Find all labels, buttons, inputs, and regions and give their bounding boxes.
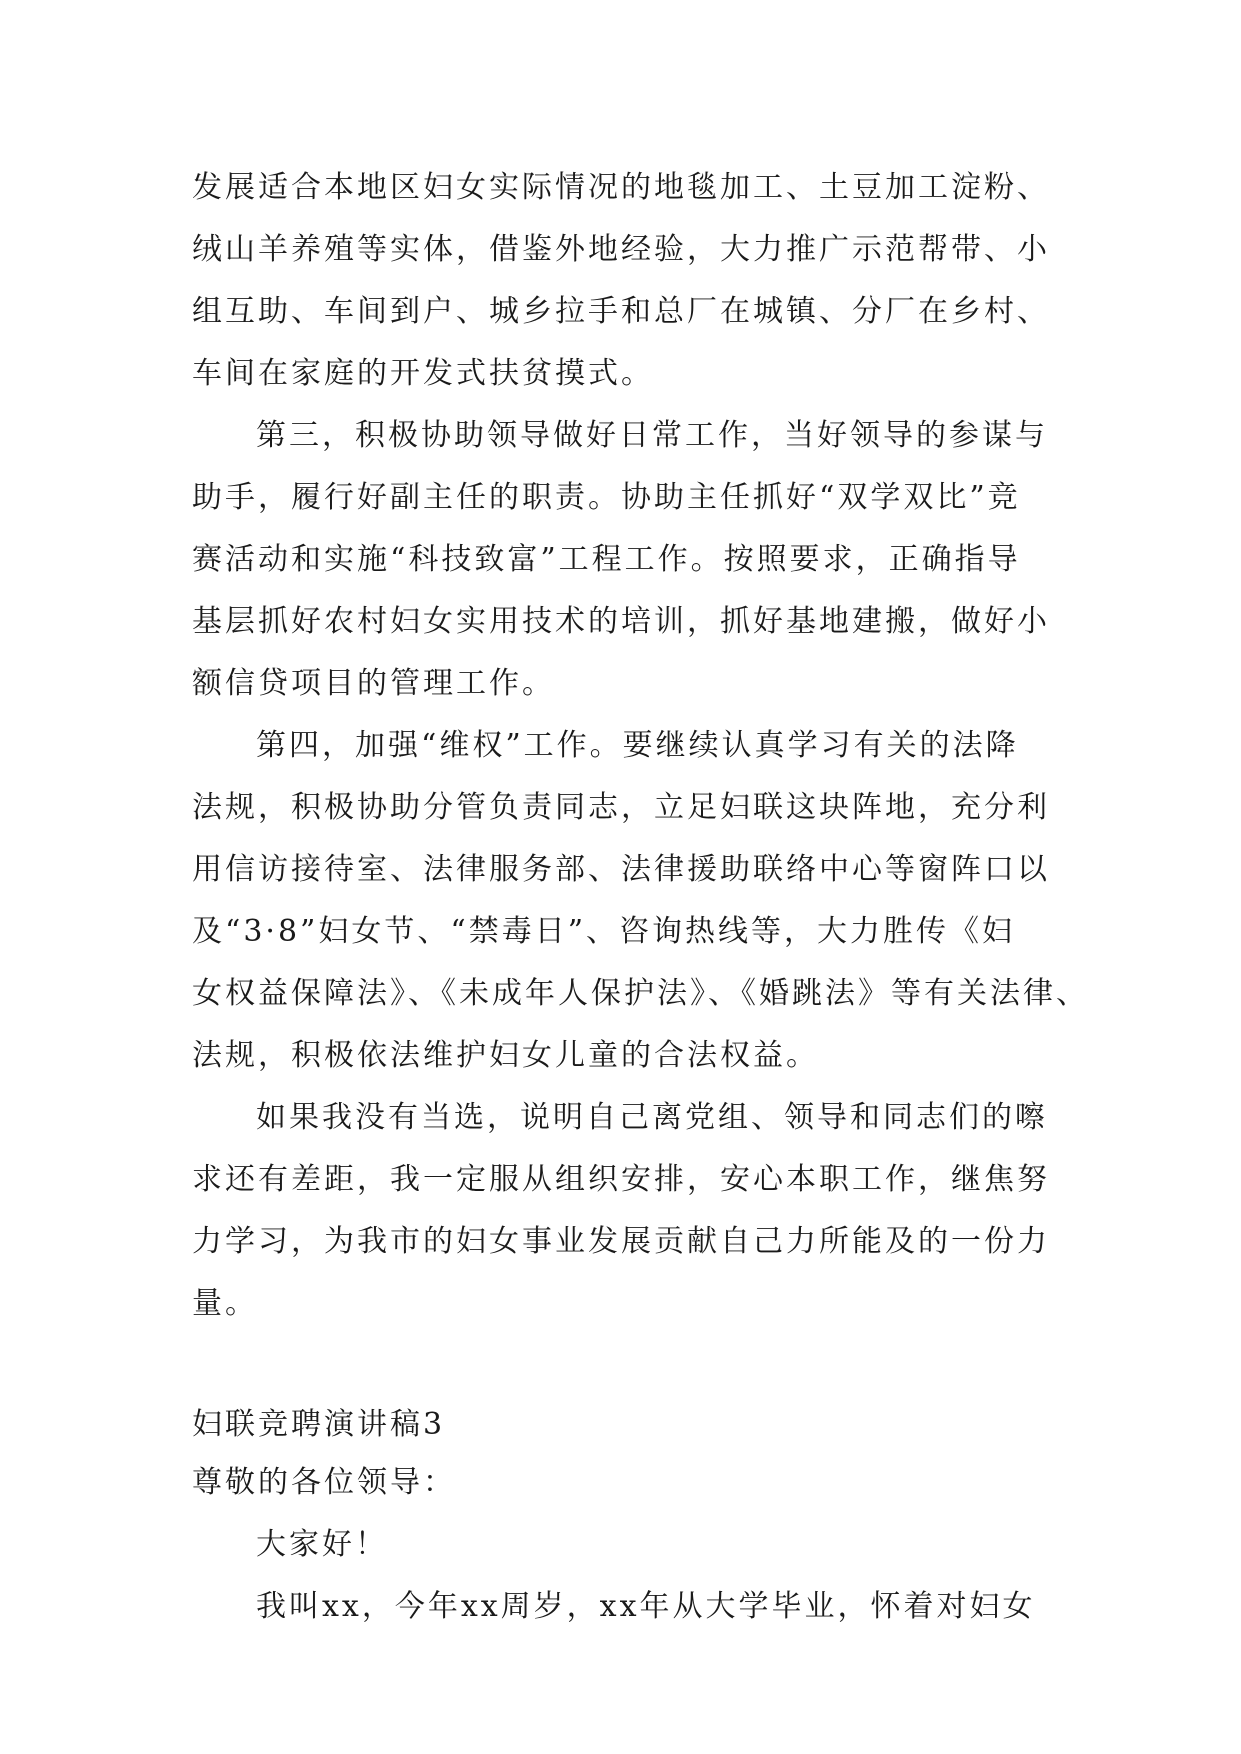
body-text-line: 法规，积极协助分管负责同志，立足妇联这块阵地，充分利	[192, 790, 1050, 825]
body-text-line: 量。	[192, 1286, 258, 1321]
paragraph-first-line: 第四，加强“维权”工作。要继续认真学习有关的法降	[256, 728, 1019, 763]
paragraph-first-line: 我叫xx，今年xx周岁，xx年从大学毕业，怀着对妇女	[256, 1589, 1036, 1624]
section-title: 妇联竞聘演讲稿3	[192, 1407, 446, 1442]
body-text-line: 绒山羊养殖等实体，借鉴外地经验，大力推广示范帮带、小	[192, 232, 1050, 267]
body-text-line: 赛活动和实施“科技致富”工程工作。按照要求，正确指导	[192, 542, 1021, 577]
body-text-line: 组互助、车间到户、城乡拉手和总厂在城镇、分厂在乡村、	[192, 294, 1050, 329]
salutation: 尊敬的各位领导：	[192, 1465, 456, 1500]
greeting: 大家好！	[256, 1527, 388, 1562]
paragraph-first-line: 第三，积极协助领导做好日常工作，当好领导的参谋与	[256, 418, 1048, 453]
body-text-line: 用信访接待室、法律服务部、法律援助联络中心等窗阵口以	[192, 852, 1050, 887]
body-text-line: 法规，积极依法维护妇女儿童的合法权益。	[192, 1038, 819, 1073]
body-text-line: 力学习，为我市的妇女事业发展贡献自己力所能及的一份力	[192, 1224, 1050, 1259]
body-text-line: 及“3·8”妇女节、“禁毒日”、咨询热线等，大力胜传《妇	[192, 914, 1016, 949]
body-text-line: 基层抓好农村妇女实用技术的培训，抓好基地建搬，做好小	[192, 604, 1050, 639]
body-text-line: 女权益保障法》、《未成年人保护法》、《婚跳法》等有关法律、	[192, 976, 1089, 1011]
paragraph-first-line: 如果我没有当选，说明自己离党组、领导和同志们的嚓	[256, 1100, 1048, 1135]
body-text-line: 车间在家庭的开发式扶贫摸式。	[192, 356, 654, 391]
body-text-line: 助手，履行好副主任的职责。协助主任抓好“双学双比”竞	[192, 480, 1021, 515]
body-text-line: 求还有差距，我一定服从组织安排，安心本职工作，继焦努	[192, 1162, 1050, 1197]
body-text-line: 额信贷项目的管理工作。	[192, 666, 555, 701]
body-text-line: 发展适合本地区妇女实际情况的地毯加工、土豆加工淀粉、	[192, 170, 1050, 205]
